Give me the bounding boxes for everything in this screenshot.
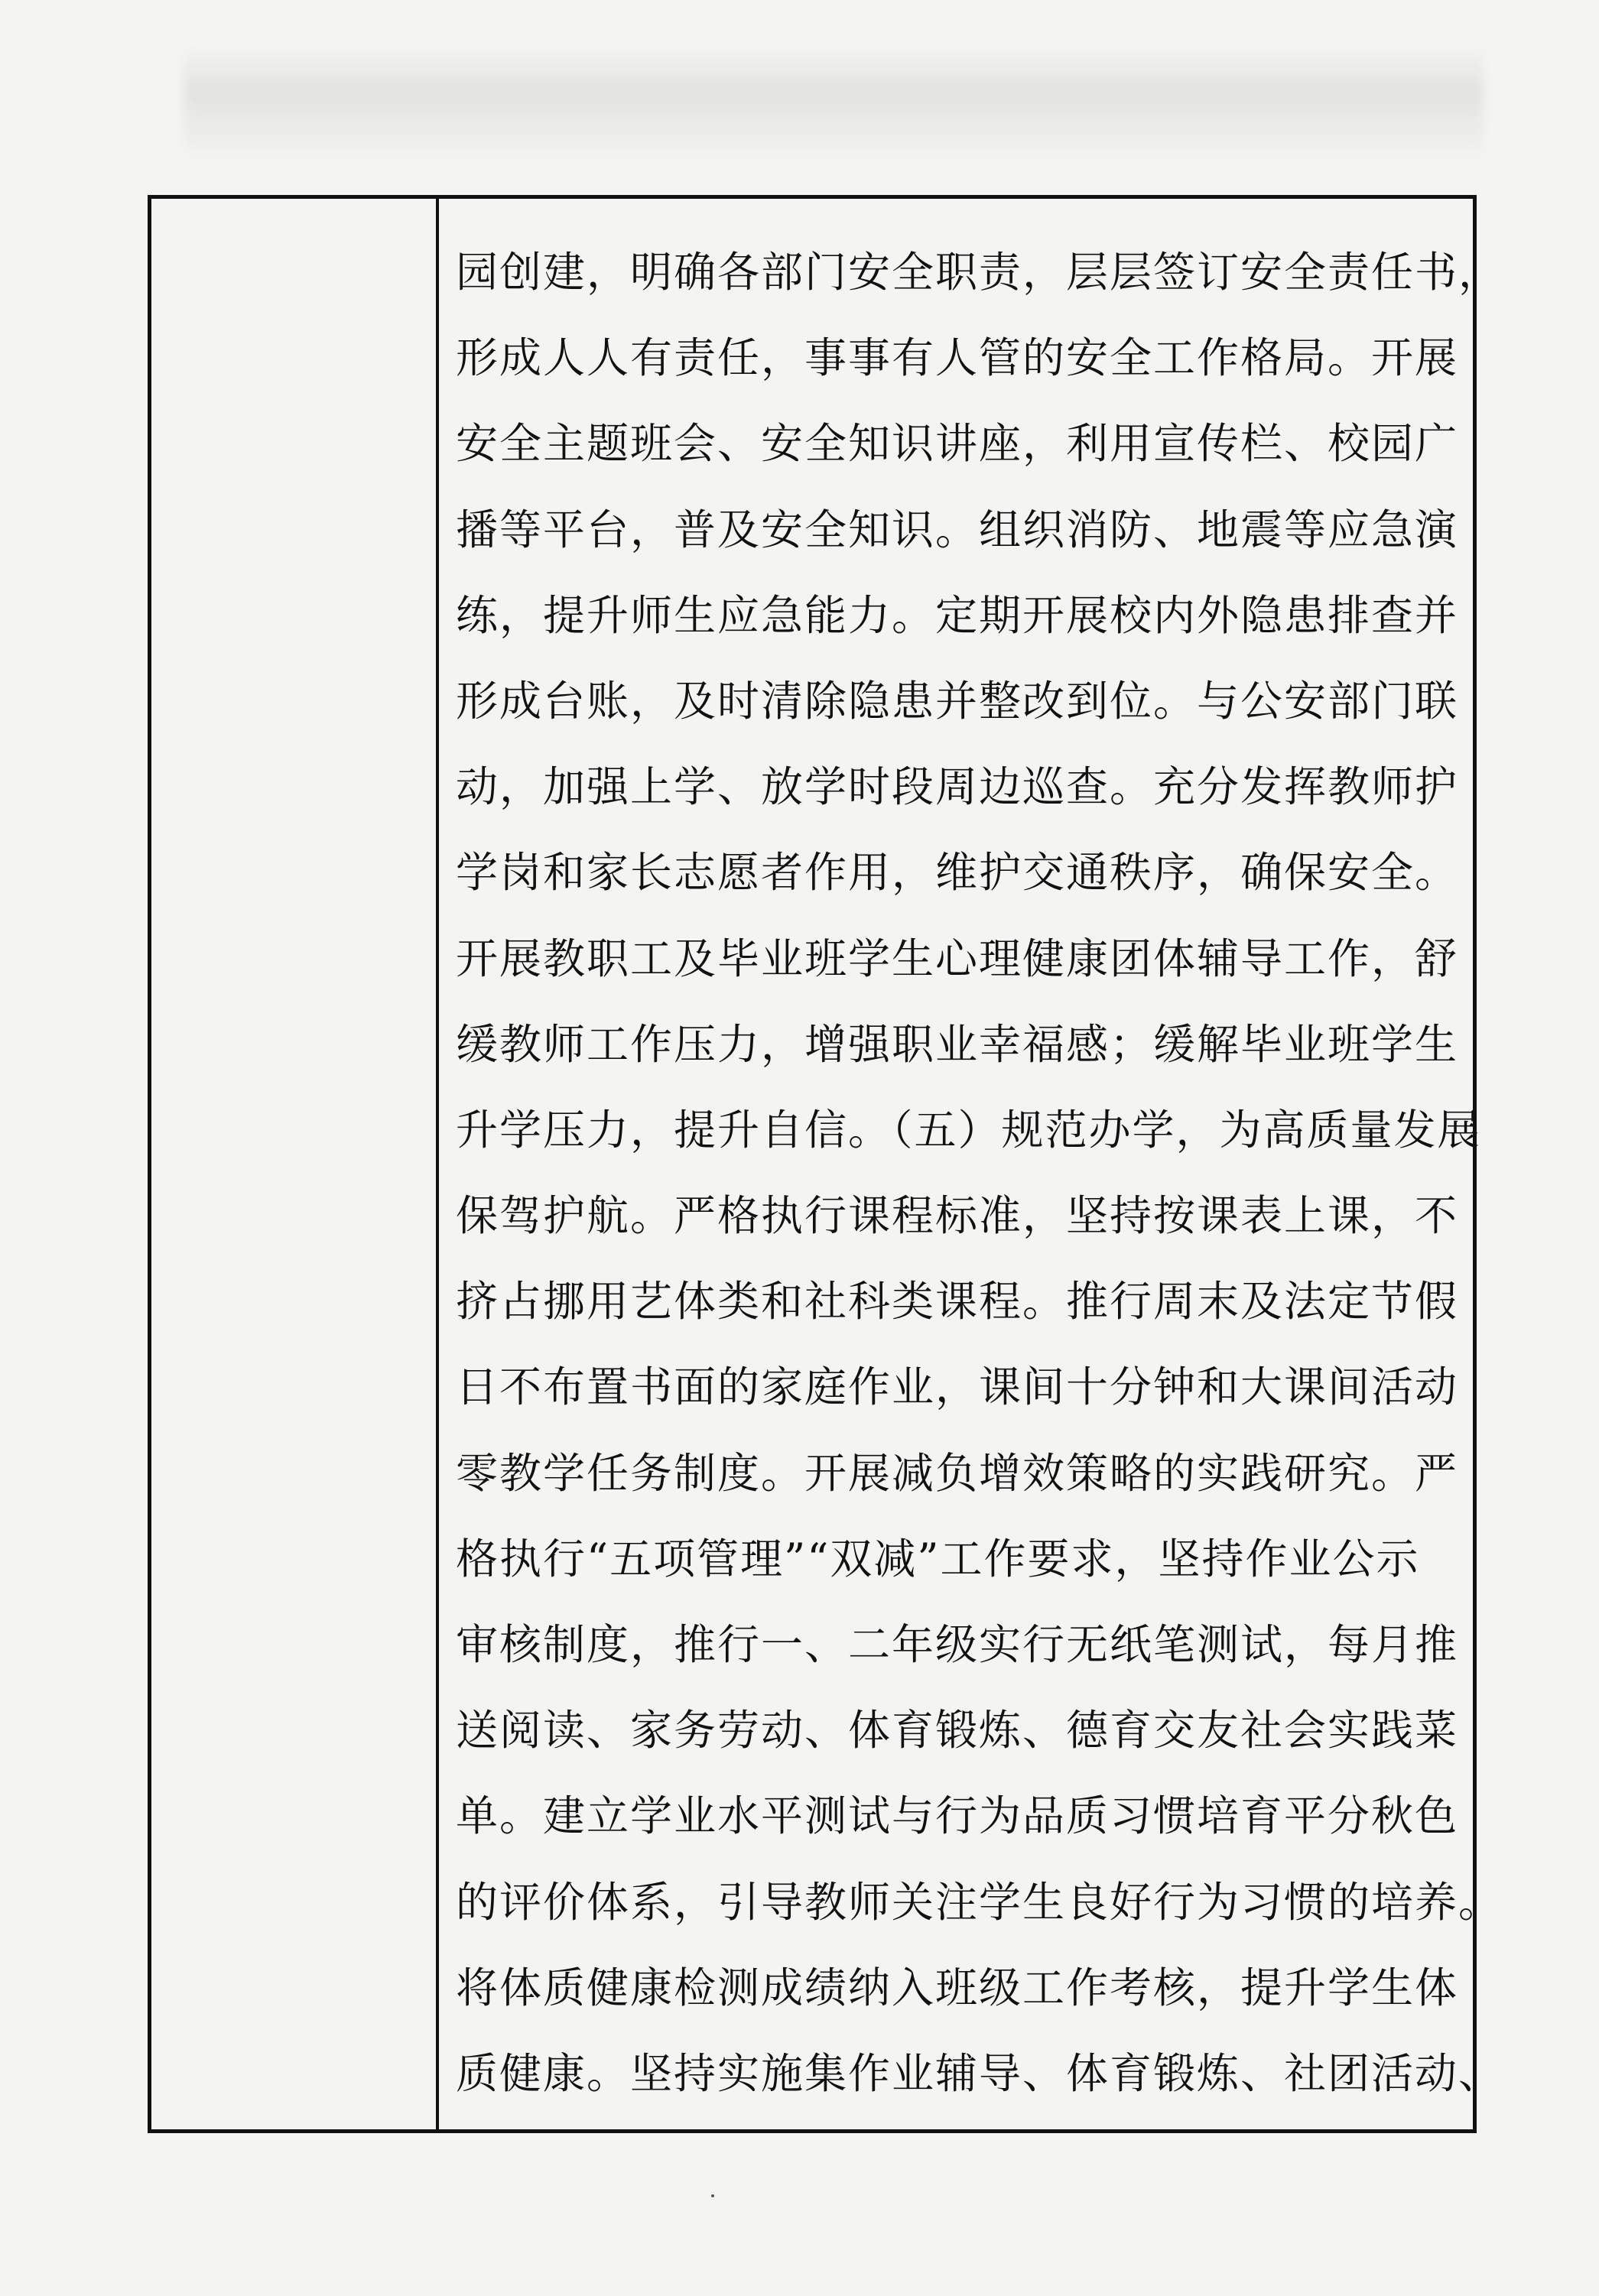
text-line: 形成台账，及时清除隐患并整改到位。与公安部门联 (456, 676, 1459, 726)
text-line: 零教学任务制度。开展减负增效策略的实践研究。严 (456, 1448, 1459, 1498)
right-content-cell (439, 199, 1503, 2129)
text-line: 格执行“五项管理”“双减”工作要求，坚持作业公示 (456, 1534, 1420, 1583)
text-line: 升学压力，提升自信。（五）规范办学，为高质量发展 (456, 1105, 1481, 1154)
scan-speck (711, 2194, 714, 2197)
text-line: 安全主题班会、安全知识讲座，利用宣传栏、校园广 (456, 419, 1459, 469)
text-line: 送阅读、家务劳动、体育锻炼、德育交友社会实践菜 (456, 1706, 1459, 1755)
text-line: 园创建，明确各部门安全职责，层层签订安全责任书， (456, 248, 1503, 297)
text-line: 开展教职工及毕业班学生心理健康团体辅导工作，舒 (456, 934, 1459, 983)
text-line: 质健康。坚持实施集作业辅导、体育锻炼、社团活动、 (456, 2048, 1503, 2098)
text-line: 播等平台，普及安全知识。组织消防、地震等应急演 (456, 505, 1459, 554)
text-line: 的评价体系，引导教师关注学生良好行为习惯的培养。 (456, 1877, 1503, 1927)
text-line: 动，加强上学、放学时段周边巡查。充分发挥教师护 (456, 762, 1459, 812)
text-line: 挤占挪用艺体类和社科类课程。推行周末及法定节假 (456, 1277, 1459, 1327)
content-table (148, 195, 1503, 2133)
text-line: 缓教师工作压力，增强职业幸福感；缓解毕业班学生 (456, 1019, 1459, 1069)
text-line: 形成人人有责任，事事有人管的安全工作格局。开展 (456, 333, 1459, 383)
text-line: 学岗和家长志愿者作用，维护交通秩序，确保安全。 (456, 848, 1459, 898)
text-line: 审核制度，推行一、二年级实行无纸笔测试，每月推 (456, 1620, 1459, 1669)
scan-bleed-through (184, 46, 1484, 161)
text-line: 练，提升师生应急能力。定期开展校内外隐患排查并 (456, 590, 1459, 640)
text-line: 单。建立学业水平测试与行为品质习惯培育平分秋色 (456, 1791, 1459, 1841)
left-label-cell (151, 199, 439, 2129)
body-text (456, 229, 1503, 2116)
text-line: 将体质健康检测成绩纳入班级工作考核，提升学生体 (456, 1963, 1459, 2012)
text-line: 日不布置书面的家庭作业，课间十分钟和大课间活动 (456, 1362, 1459, 1412)
text-line: 保驾护航。严格执行课程标准，坚持按课表上课，不 (456, 1191, 1459, 1241)
